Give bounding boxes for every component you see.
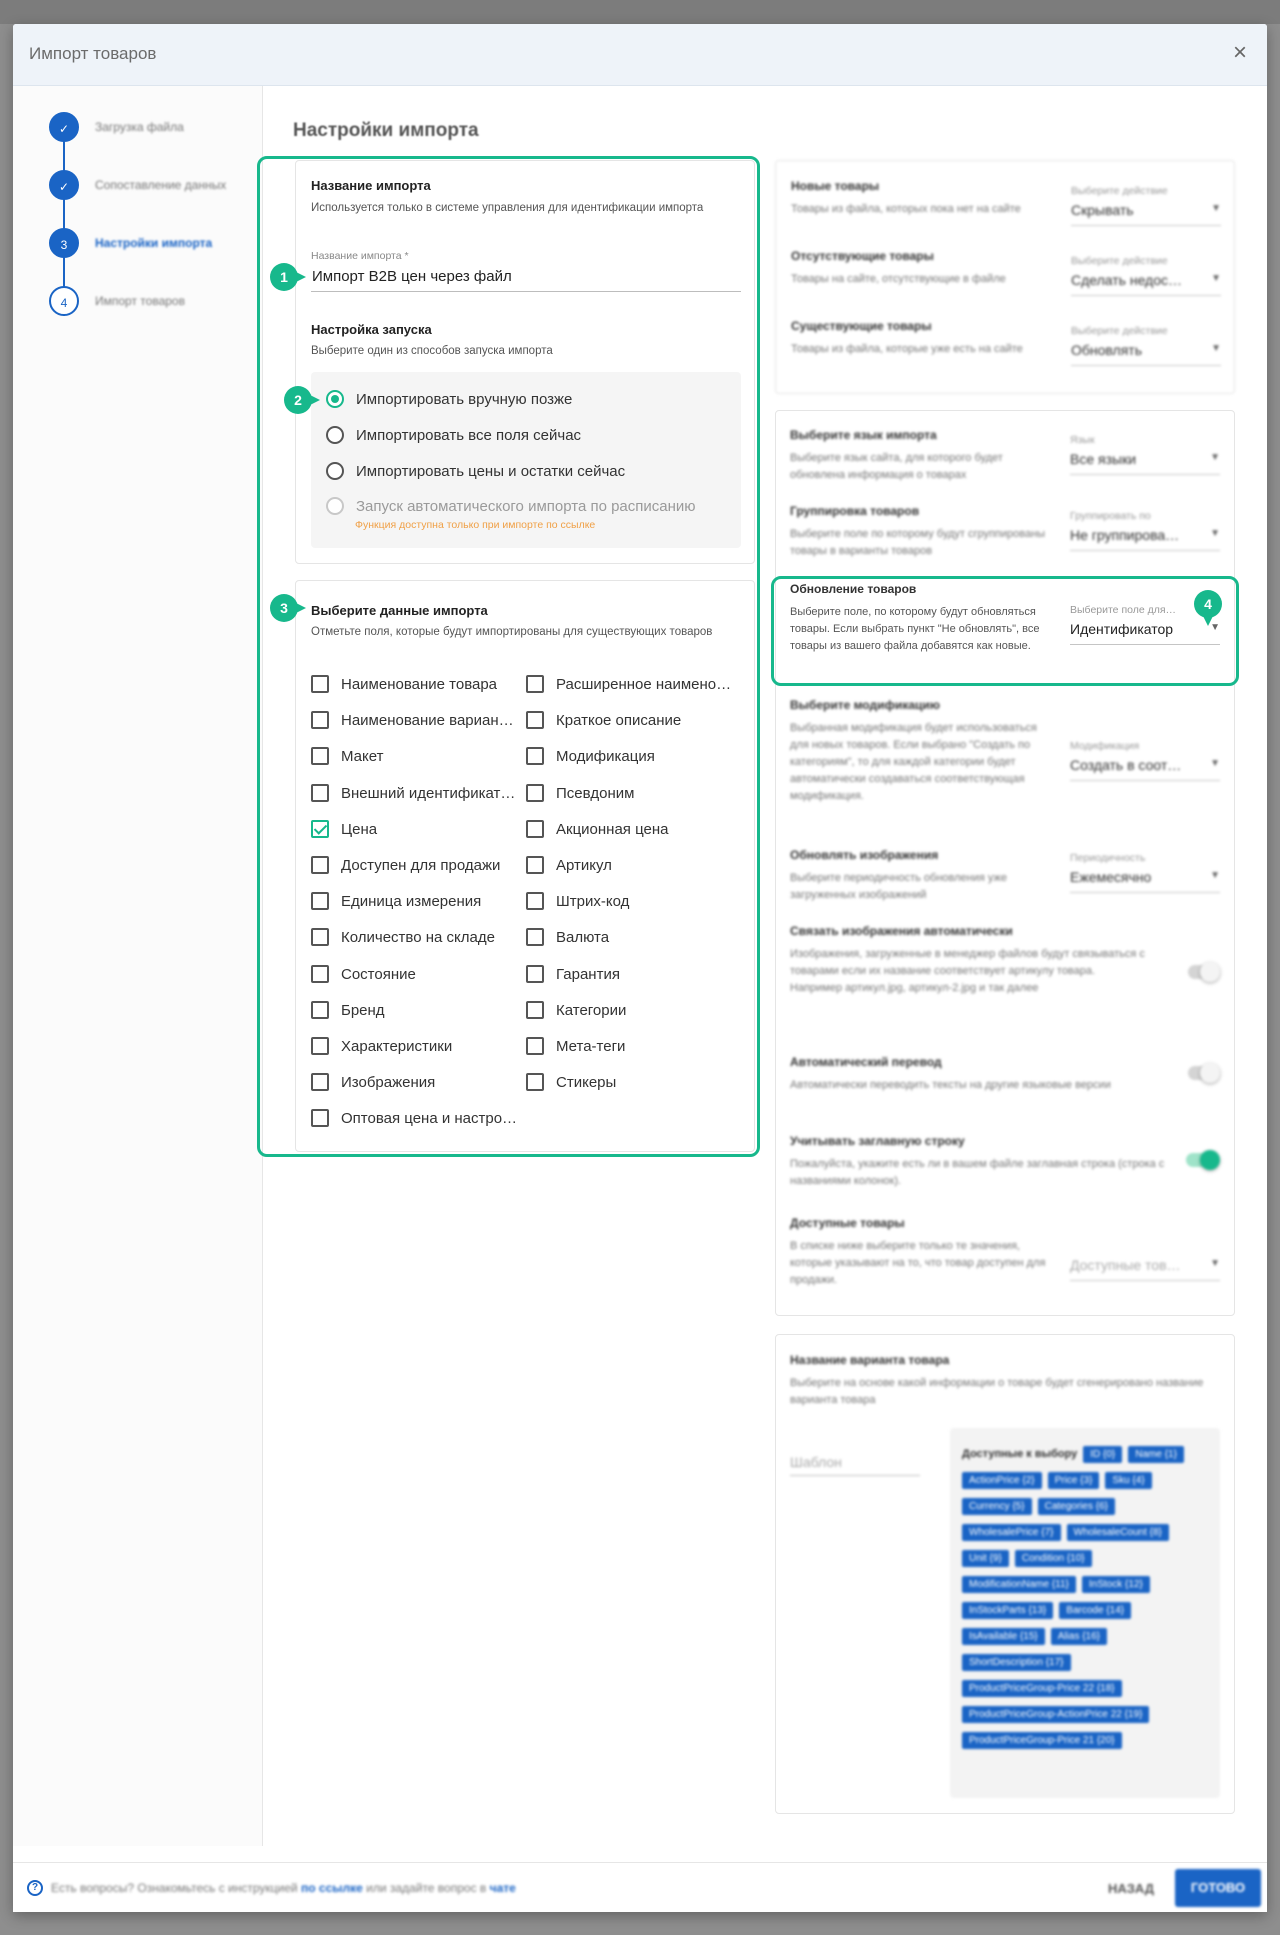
variable-chip[interactable]: ProductPriceGroup-ActionPrice 22 {19}: [962, 1706, 1149, 1723]
select-value: Ежемесячно: [1070, 869, 1152, 885]
chip-list: [962, 1444, 1190, 1747]
step-label: Сопоставление данных: [95, 178, 227, 192]
import-data-title: Выберите данные импорта: [311, 603, 488, 618]
variable-chip[interactable]: Unit {9}: [962, 1550, 1009, 1567]
select-underline: [1070, 780, 1220, 781]
select-value: Идентификатор: [1070, 621, 1174, 637]
update-title: Обновление товаров: [790, 582, 917, 596]
select-value: Доступные тов…: [1070, 1257, 1181, 1273]
checkbox-label: Мета-теги: [556, 1038, 626, 1055]
radio-note: Функция доступна только при импорте по ссылке: [355, 519, 596, 531]
new-products-desc: Товары из файла, которых пока нет на сайте: [791, 203, 1021, 215]
variable-chip[interactable]: Alias {16}: [1051, 1628, 1107, 1645]
modification-title: Выберите модификацию: [790, 698, 941, 712]
select-value: Все языки: [1070, 451, 1137, 467]
select-value: Обновлять: [1071, 342, 1142, 358]
help-prefix: Есть вопросы? Ознакомьтесь с инструкцией: [51, 1881, 298, 1895]
template-underline: [790, 1475, 920, 1476]
check-icon: ✓: [49, 112, 79, 142]
variable-chip[interactable]: WholesaleCount {8}: [1067, 1524, 1169, 1541]
variable-chip[interactable]: Categories {6}: [1038, 1498, 1115, 1515]
auto-translate-toggle[interactable]: [1188, 1066, 1220, 1080]
caret-down-icon: ▼: [1211, 273, 1221, 284]
variable-chip[interactable]: ProductPriceGroup-Price 22 {18}: [962, 1680, 1122, 1697]
import-name-title: Название импорта: [311, 178, 431, 193]
template-input[interactable]: Шаблон: [790, 1454, 842, 1470]
checkbox-label: Стикеры: [556, 1074, 617, 1092]
select-underline: [1071, 225, 1221, 226]
variable-chip[interactable]: ModificationName {11}: [962, 1576, 1076, 1593]
variable-chip[interactable]: Currency {5}: [962, 1498, 1032, 1515]
select-underline: [1071, 365, 1221, 366]
variable-chip[interactable]: ProductPriceGroup-Price 21 {20}: [962, 1732, 1122, 1749]
modal-footer: [13, 1862, 1267, 1912]
header-row-toggle[interactable]: [1186, 1153, 1218, 1167]
highlight-update: [771, 576, 1239, 686]
close-icon[interactable]: ×: [1232, 39, 1247, 66]
link-images-title: Связать изображения автоматически: [790, 924, 1013, 938]
caret-down-icon: ▼: [1210, 1258, 1220, 1269]
product-actions-card: [775, 160, 1235, 394]
back-button[interactable]: НАЗАД: [1107, 1881, 1155, 1896]
caret-down-icon: ▼: [1210, 528, 1220, 539]
checkbox-label: Гарантия: [556, 965, 620, 983]
stepper: [13, 86, 263, 1846]
toggle-knob: [1200, 962, 1220, 982]
launch-description: Выберите один из способов запуска импорта: [311, 345, 553, 357]
checkbox-label: Количество на складе: [341, 929, 495, 947]
existing-products-desc: Товары из файла, которые уже есть на сайте: [791, 343, 1023, 355]
new-products-title: Новые товары: [791, 179, 880, 193]
variable-chip[interactable]: Barcode {14}: [1059, 1602, 1131, 1619]
images-desc: Выберите периодичность обновления уже загруженных изображений: [790, 872, 1007, 901]
variable-chip[interactable]: ShortDescription {17}: [962, 1654, 1071, 1671]
language-desc: Выберите язык сайта, для которого будет обновлена информация о товарах: [790, 452, 1003, 481]
radio-label: Импортировать цены и остатки сейчас: [356, 463, 626, 480]
checkbox-label: Модификация: [556, 748, 655, 766]
badge-1: 1: [270, 263, 298, 291]
select-label: Модификация: [1070, 740, 1140, 752]
caret-down-icon: ▼: [1210, 622, 1220, 633]
help-icon: ?: [27, 1880, 43, 1896]
variable-chip[interactable]: ID {0}: [1083, 1446, 1122, 1463]
variable-chip[interactable]: Condition {10}: [1015, 1550, 1092, 1567]
select-label: Периодичность: [1070, 852, 1146, 864]
variant-name-desc: Выберите на основе какой информации о товаре будет сгенерировано название варианта товара: [790, 1377, 1204, 1406]
step-label: Загрузка файла: [95, 120, 184, 134]
caret-down-icon: ▼: [1211, 203, 1221, 214]
grouping-title: Группировка товаров: [790, 504, 920, 518]
help-mid: или задайте вопрос в: [366, 1881, 487, 1895]
select-underline: [1071, 295, 1221, 296]
check-icon: ✓: [49, 170, 79, 200]
app-topbar: [0, 0, 1280, 24]
toggle-knob: [1200, 1150, 1220, 1170]
import-name-field-label: Название импорта *: [311, 250, 409, 262]
variable-chip[interactable]: InStockParts {13}: [962, 1602, 1053, 1619]
select-label: Группировать по: [1070, 510, 1151, 522]
language-title: Выберите язык импорта: [790, 428, 937, 442]
step-number: 4: [49, 286, 79, 316]
help-text: [51, 1881, 516, 1895]
section-title: Настройки импорта: [293, 120, 479, 141]
checkbox-label: Краткое описание: [556, 712, 682, 730]
select-value: Скрывать: [1071, 202, 1134, 218]
variant-name-title: Название варианта товара: [790, 1353, 950, 1367]
modification-desc: Выбранная модификация будет использоваться для новых товаров. Если выбрано "Создать по категориям", то для каждой категории будет автоматически создаваться соответствующая модификация.: [790, 722, 1037, 802]
variable-chip[interactable]: Sku {4}: [1105, 1472, 1151, 1489]
checkbox-label: Внешний идентификат…: [341, 784, 516, 802]
select-label: Язык: [1070, 434, 1095, 446]
select-value: Создать в соот…: [1070, 757, 1182, 773]
select-underline: [1070, 892, 1220, 893]
select-underline: [1070, 474, 1220, 475]
link-images-toggle[interactable]: [1188, 965, 1220, 979]
checkbox-label: Штрих-код: [556, 893, 630, 911]
highlight-left: [257, 156, 760, 1157]
launch-title: Настройка запуска: [311, 322, 432, 337]
checkbox-label: Псевдоним: [556, 784, 635, 802]
checkbox-label: Доступен для продажи: [341, 857, 501, 874]
checkbox-label: Состояние: [341, 965, 416, 983]
checkbox-label: Бренд: [341, 1001, 385, 1019]
grouping-desc: Выберите поле по которому будут сгруппированы товары в варианты товаров: [790, 528, 1046, 557]
select-label: Выберите поле для…: [1070, 604, 1177, 616]
step-number: 3: [49, 228, 79, 258]
badge-4: 4: [1194, 590, 1222, 618]
checkbox-label: Артикул: [556, 857, 612, 874]
checkbox-label: Категории: [556, 1001, 627, 1019]
chips-title: Доступные к выбору: [962, 1448, 1078, 1460]
step-label: Импорт товаров: [95, 294, 185, 308]
select-underline: [1070, 550, 1220, 551]
modal-header: [13, 24, 1267, 86]
checkbox-label: Акционная цена: [556, 820, 669, 838]
missing-products-title: Отсутствующие товары: [791, 249, 934, 263]
radio-label: Импортировать все поля сейчас: [356, 427, 582, 444]
select-label: Выберите действие: [1071, 325, 1168, 337]
checkbox-label: Единица измерения: [341, 893, 482, 911]
modal-title: Импорт товаров: [29, 44, 157, 63]
link-images-desc: Изображения, загруженные в менеджер файлов будут связываться с товарами если их название соответствует артикулу товара. Например артикул.jpg, артикул-2.jpg и так далее: [790, 948, 1145, 994]
select-label: Выберите действие: [1071, 255, 1168, 267]
caret-down-icon: ▼: [1210, 452, 1220, 463]
select-label: Выберите действие: [1071, 185, 1168, 197]
checkbox-label: Оптовая цена и настро…: [341, 1110, 518, 1128]
variable-chip[interactable]: WholesalePrice {7}: [962, 1524, 1061, 1541]
checkbox-label: Макет: [341, 748, 384, 766]
missing-products-desc: Товары на сайте, отсутствующие в файле: [791, 273, 1006, 285]
available-desc: В списке ниже выберите только те значения, которые указывают на то, что товар доступен для продажи.: [790, 1240, 1046, 1286]
checkbox-label: Валюта: [556, 929, 610, 947]
variable-chip[interactable]: InStock {12}: [1082, 1576, 1150, 1593]
checkbox-label: Характеристики: [341, 1038, 453, 1055]
caret-down-icon: ▼: [1211, 343, 1221, 354]
radio-label: Импортировать вручную позже: [356, 391, 573, 408]
auto-translate-title: Автоматический перевод: [790, 1055, 942, 1069]
import-name-description: Используется только в системе управления для идентификации импорта: [311, 202, 704, 214]
variable-chip[interactable]: IsAvailable {15}: [962, 1628, 1045, 1645]
radio-label: Запуск автоматического импорта по расписанию: [356, 498, 696, 515]
update-desc: Выберите поле, по которому будут обновляться товары. Если выбрать пункт "Не обновлять", все товары из вашего файла добавятся как новые.: [790, 606, 1040, 652]
import-name-input[interactable]: Импорт B2B цен через файл: [312, 268, 512, 285]
chat-link[interactable]: чате: [489, 1881, 516, 1895]
header-row-desc: Пожалуйста, укажите есть ли в вашем файле заглавная строка (строка с названиями колонок).: [790, 1158, 1165, 1187]
badge-2: 2: [284, 386, 312, 414]
auto-translate-desc: Автоматически переводить тексты на другие языковые версии: [790, 1079, 1111, 1091]
available-title: Доступные товары: [790, 1216, 905, 1230]
checkbox-label: Изображения: [341, 1074, 436, 1092]
caret-down-icon: ▼: [1210, 758, 1220, 769]
checkbox-label: Расширенное наимено…: [556, 676, 732, 693]
existing-products-title: Существующие товары: [791, 319, 932, 333]
badge-3: 3: [270, 594, 298, 622]
instruction-link[interactable]: по ссылке: [300, 1881, 363, 1895]
caret-down-icon: ▼: [1210, 870, 1220, 881]
toggle-knob: [1200, 1063, 1220, 1083]
checkbox-label: Наименование товара: [341, 676, 498, 693]
checkbox-label: Цена: [341, 820, 378, 838]
images-title: Обновлять изображения: [790, 848, 939, 862]
done-button[interactable]: ГОТОВО: [1175, 1869, 1261, 1907]
chips-panel: [950, 1428, 1220, 1798]
variable-chip[interactable]: Name {1}: [1128, 1446, 1184, 1463]
import-data-description: Отметьте поля, которые будут импортированы для существующих товаров: [311, 626, 713, 638]
header-row-title: Учитывать заглавную строку: [790, 1134, 965, 1148]
variable-chip[interactable]: ActionPrice {2}: [962, 1472, 1042, 1489]
select-value: Не группирова…: [1070, 527, 1180, 543]
select-underline: [1070, 1280, 1220, 1281]
step-label: Настройки импорта: [95, 236, 213, 250]
variable-chip[interactable]: Price {3}: [1048, 1472, 1100, 1489]
checkbox-label: Наименование вариан…: [341, 712, 514, 730]
select-value: Сделать недос…: [1071, 272, 1183, 288]
